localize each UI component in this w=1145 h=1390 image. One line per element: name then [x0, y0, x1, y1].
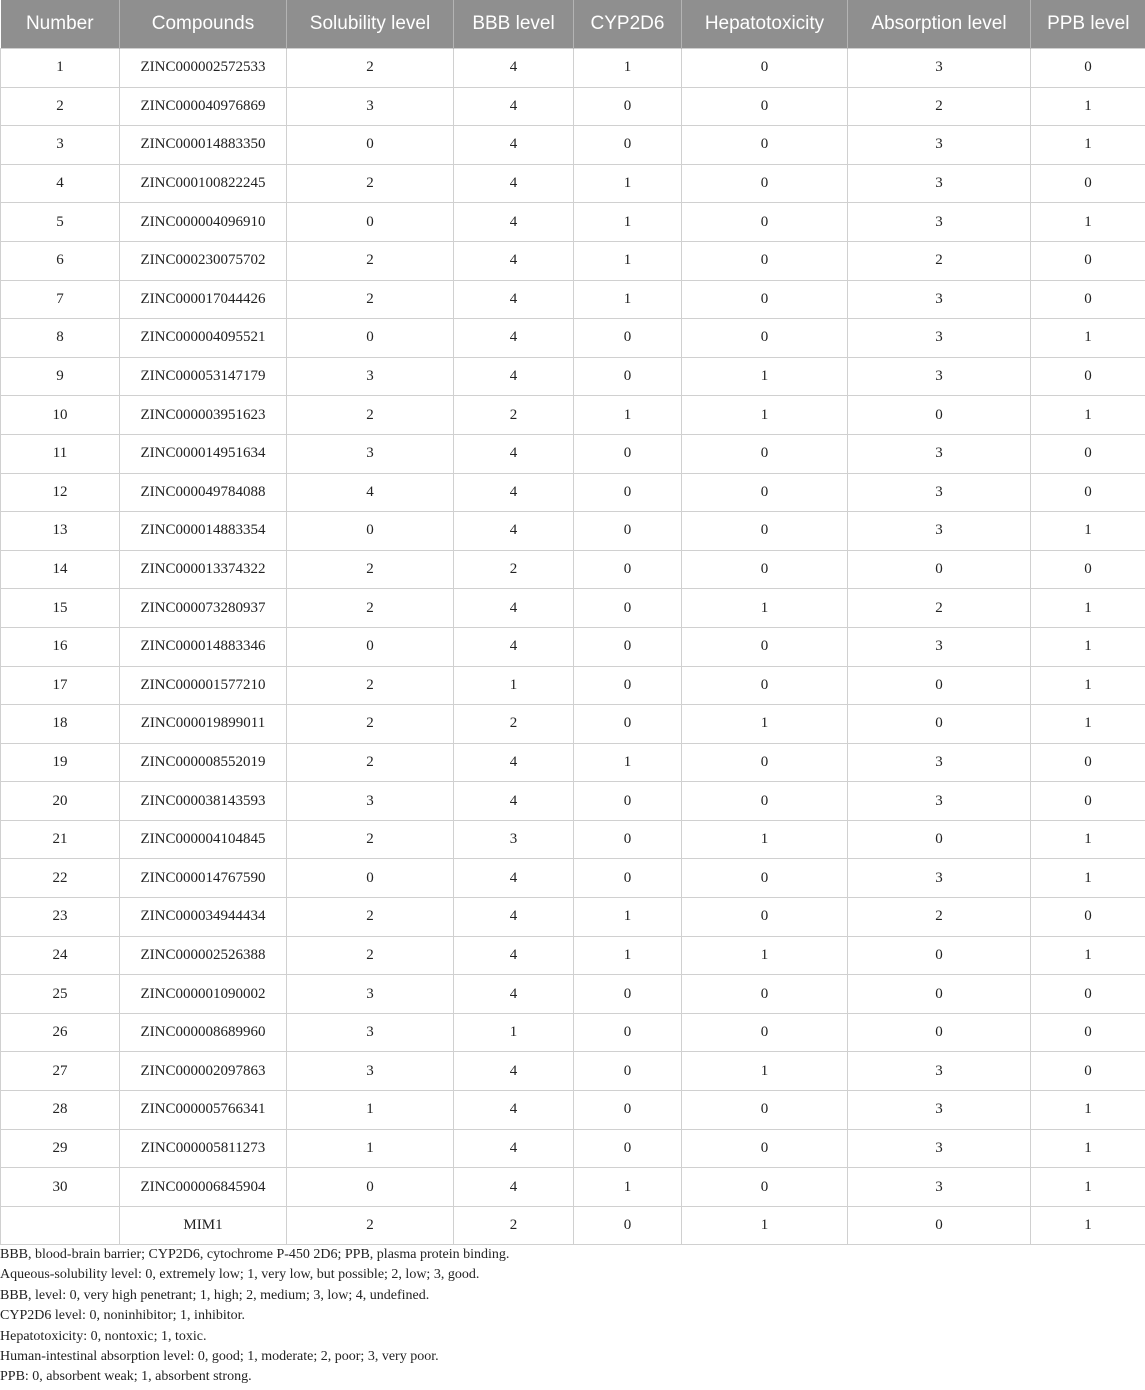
cell-compound: ZINC000002572533: [120, 49, 287, 88]
cell-ppb: 1: [1031, 1091, 1145, 1130]
cell-number: 1: [1, 49, 120, 88]
cell-hepatotoxicity: 1: [682, 396, 848, 435]
table-row: [1, 820, 1145, 859]
table-row: [1, 1052, 1145, 1091]
cell-compound: ZINC000014767590: [120, 859, 287, 898]
table-row: [1, 87, 1145, 126]
footnote-line: CYP2D6 level: 0, noninhibitor; 1, inhibitor.: [0, 1308, 245, 1324]
cell-solubility: 2: [287, 49, 454, 88]
cell-solubility: 4: [287, 473, 454, 512]
cell-absorption: 0: [848, 975, 1031, 1014]
cell-hepatotoxicity: 0: [682, 280, 848, 319]
cell-solubility: 2: [287, 396, 454, 435]
table-row: [1, 743, 1145, 782]
cell-ppb: 1: [1031, 589, 1145, 628]
cell-solubility: 2: [287, 589, 454, 628]
cell-solubility: 3: [287, 434, 454, 473]
cell-solubility: 2: [287, 280, 454, 319]
cell-ppb: 0: [1031, 975, 1145, 1014]
cell-solubility: 3: [287, 357, 454, 396]
cell-absorption: 3: [848, 280, 1031, 319]
cell-compound: ZINC000034944434: [120, 898, 287, 937]
table-row: [1, 319, 1145, 358]
cell-cyp2d6: 0: [574, 434, 682, 473]
cell-hepatotoxicity: 0: [682, 975, 848, 1014]
cell-cyp2d6: 0: [574, 782, 682, 821]
cell-bbb: 4: [454, 1052, 574, 1091]
footnote-line: BBB, level: 0, very high penetrant; 1, high; 2, medium; 3, low; 4, undefined.: [0, 1287, 430, 1303]
cell-compound: ZINC000017044426: [120, 280, 287, 319]
cell-absorption: 0: [848, 1013, 1031, 1052]
cell-absorption: 3: [848, 203, 1031, 242]
cell-ppb: 1: [1031, 820, 1145, 859]
cell-number: 11: [1, 434, 120, 473]
cell-solubility: 0: [287, 627, 454, 666]
cell-bbb: 4: [454, 434, 574, 473]
cell-hepatotoxicity: 0: [682, 859, 848, 898]
cell-solubility: 0: [287, 859, 454, 898]
cell-compound: ZINC000019899011: [120, 705, 287, 744]
table-row: [1, 666, 1145, 705]
cell-ppb: 1: [1031, 396, 1145, 435]
cell-absorption: 3: [848, 743, 1031, 782]
cell-hepatotoxicity: 1: [682, 820, 848, 859]
cell-hepatotoxicity: 1: [682, 1052, 848, 1091]
cell-absorption: 3: [848, 164, 1031, 203]
cell-hepatotoxicity: 0: [682, 512, 848, 551]
cell-compound: ZINC000100822245: [120, 164, 287, 203]
cell-number: 15: [1, 589, 120, 628]
cell-absorption: 0: [848, 820, 1031, 859]
cell-number: 14: [1, 550, 120, 589]
cell-hepatotoxicity: 0: [682, 743, 848, 782]
cell-number: 12: [1, 473, 120, 512]
cell-ppb: 1: [1031, 1129, 1145, 1168]
cell-ppb: 1: [1031, 319, 1145, 358]
cell-number: 25: [1, 975, 120, 1014]
footnote-line: BBB, blood-brain barrier; CYP2D6, cytochrome P-450 2D6; PPB, plasma protein binding.: [0, 1247, 510, 1262]
cell-ppb: 0: [1031, 434, 1145, 473]
cell-hepatotoxicity: 0: [682, 126, 848, 165]
cell-hepatotoxicity: 0: [682, 49, 848, 88]
cell-absorption: 2: [848, 898, 1031, 937]
cell-solubility: 3: [287, 975, 454, 1014]
cell-cyp2d6: 1: [574, 241, 682, 280]
cell-cyp2d6: 0: [574, 357, 682, 396]
table-row: [1, 203, 1145, 242]
cell-solubility: 2: [287, 550, 454, 589]
cell-number: 19: [1, 743, 120, 782]
table-body: [1, 49, 1145, 1245]
footnote-line: Human-intestinal absorption level: 0, good; 1, moderate; 2, poor; 3, very poor.: [0, 1349, 439, 1365]
cell-cyp2d6: 0: [574, 627, 682, 666]
cell-solubility: 2: [287, 1206, 454, 1245]
cell-absorption: 3: [848, 49, 1031, 88]
cell-bbb: 4: [454, 280, 574, 319]
table-row: [1, 1091, 1145, 1130]
cell-ppb: 1: [1031, 666, 1145, 705]
table-header-row: [1, 0, 1145, 49]
cell-ppb: 1: [1031, 859, 1145, 898]
cell-ppb: 1: [1031, 87, 1145, 126]
table-row: [1, 550, 1145, 589]
footnote-line: PPB: 0, absorbent weak; 1, absorbent strong.: [0, 1369, 252, 1385]
cell-absorption: 0: [848, 936, 1031, 975]
cell-bbb: 4: [454, 241, 574, 280]
cell-cyp2d6: 0: [574, 975, 682, 1014]
cell-absorption: 0: [848, 1206, 1031, 1245]
table-row: [1, 241, 1145, 280]
column-header: Solubility level: [287, 0, 454, 49]
cell-number: 13: [1, 512, 120, 551]
table-row: [1, 512, 1145, 551]
cell-compound: ZINC000014883350: [120, 126, 287, 165]
cell-number: [1, 1206, 120, 1245]
table-row: [1, 396, 1145, 435]
cell-ppb: 0: [1031, 550, 1145, 589]
cell-number: 17: [1, 666, 120, 705]
cell-compound: ZINC000230075702: [120, 241, 287, 280]
cell-cyp2d6: 1: [574, 49, 682, 88]
cell-hepatotoxicity: 0: [682, 627, 848, 666]
cell-absorption: 3: [848, 434, 1031, 473]
cell-compound: ZINC000008552019: [120, 743, 287, 782]
table-row: [1, 936, 1145, 975]
cell-solubility: 2: [287, 164, 454, 203]
table-row: [1, 1168, 1145, 1207]
cell-hepatotoxicity: 1: [682, 936, 848, 975]
table-row: [1, 1129, 1145, 1168]
cell-compound: ZINC000038143593: [120, 782, 287, 821]
cell-bbb: 4: [454, 512, 574, 551]
cell-cyp2d6: 0: [574, 820, 682, 859]
cell-solubility: 0: [287, 1168, 454, 1207]
cell-cyp2d6: 0: [574, 705, 682, 744]
cell-ppb: 0: [1031, 473, 1145, 512]
cell-ppb: 0: [1031, 49, 1145, 88]
cell-bbb: 4: [454, 1168, 574, 1207]
cell-hepatotoxicity: 1: [682, 589, 848, 628]
column-header: Compounds: [120, 0, 287, 49]
cell-number: 5: [1, 203, 120, 242]
table-row: [1, 1013, 1145, 1052]
cell-absorption: 3: [848, 319, 1031, 358]
table-row: [1, 357, 1145, 396]
cell-hepatotoxicity: 1: [682, 1206, 848, 1245]
cell-number: 7: [1, 280, 120, 319]
table-footnotes: [0, 1245, 1145, 1388]
cell-hepatotoxicity: 0: [682, 550, 848, 589]
cell-cyp2d6: 1: [574, 743, 682, 782]
cell-solubility: 0: [287, 512, 454, 551]
cell-cyp2d6: 0: [574, 1013, 682, 1052]
cell-solubility: 1: [287, 1129, 454, 1168]
table-row: [1, 473, 1145, 512]
cell-bbb: 4: [454, 936, 574, 975]
column-header: CYP2D6: [574, 0, 682, 49]
cell-ppb: 1: [1031, 705, 1145, 744]
cell-absorption: 0: [848, 396, 1031, 435]
cell-cyp2d6: 1: [574, 1168, 682, 1207]
cell-bbb: 4: [454, 1129, 574, 1168]
cell-ppb: 0: [1031, 743, 1145, 782]
cell-ppb: 0: [1031, 782, 1145, 821]
cell-number: 30: [1, 1168, 120, 1207]
cell-solubility: 2: [287, 743, 454, 782]
cell-number: 20: [1, 782, 120, 821]
cell-compound: ZINC000013374322: [120, 550, 287, 589]
cell-cyp2d6: 1: [574, 203, 682, 242]
cell-bbb: 2: [454, 705, 574, 744]
cell-cyp2d6: 0: [574, 126, 682, 165]
cell-absorption: 0: [848, 666, 1031, 705]
cell-bbb: 1: [454, 666, 574, 705]
cell-cyp2d6: 0: [574, 1052, 682, 1091]
cell-hepatotoxicity: 0: [682, 203, 848, 242]
cell-solubility: 3: [287, 782, 454, 821]
cell-ppb: 1: [1031, 512, 1145, 551]
cell-compound: ZINC000002526388: [120, 936, 287, 975]
cell-bbb: 4: [454, 627, 574, 666]
cell-bbb: 4: [454, 49, 574, 88]
cell-cyp2d6: 1: [574, 280, 682, 319]
cell-bbb: 4: [454, 859, 574, 898]
cell-number: 9: [1, 357, 120, 396]
table-row: [1, 1206, 1145, 1245]
cell-cyp2d6: 1: [574, 396, 682, 435]
cell-solubility: 1: [287, 1091, 454, 1130]
cell-absorption: 3: [848, 473, 1031, 512]
table-row: [1, 589, 1145, 628]
cell-solubility: 2: [287, 241, 454, 280]
table-row: [1, 434, 1145, 473]
cell-number: 4: [1, 164, 120, 203]
cell-solubility: 0: [287, 319, 454, 358]
cell-ppb: 1: [1031, 1206, 1145, 1245]
cell-solubility: 2: [287, 936, 454, 975]
cell-compound: ZINC000073280937: [120, 589, 287, 628]
cell-bbb: 4: [454, 126, 574, 165]
column-header: PPB level: [1031, 0, 1145, 49]
cell-ppb: 0: [1031, 1052, 1145, 1091]
cell-cyp2d6: 0: [574, 666, 682, 705]
cell-number: 22: [1, 859, 120, 898]
cell-absorption: 2: [848, 589, 1031, 628]
cell-number: 10: [1, 396, 120, 435]
cell-cyp2d6: 0: [574, 1206, 682, 1245]
cell-ppb: 0: [1031, 1013, 1145, 1052]
cell-solubility: 3: [287, 87, 454, 126]
table-row: [1, 49, 1145, 88]
cell-number: 18: [1, 705, 120, 744]
cell-absorption: 2: [848, 241, 1031, 280]
table-row: [1, 627, 1145, 666]
cell-bbb: 2: [454, 396, 574, 435]
cell-hepatotoxicity: 0: [682, 1013, 848, 1052]
cell-hepatotoxicity: 0: [682, 1091, 848, 1130]
cell-compound: ZINC000001577210: [120, 666, 287, 705]
cell-compound: ZINC000049784088: [120, 473, 287, 512]
cell-number: 29: [1, 1129, 120, 1168]
cell-compound: ZINC000004104845: [120, 820, 287, 859]
cell-compound: ZINC000003951623: [120, 396, 287, 435]
cell-bbb: 1: [454, 1013, 574, 1052]
cell-bbb: 4: [454, 1091, 574, 1130]
cell-hepatotoxicity: 0: [682, 666, 848, 705]
cell-bbb: 2: [454, 550, 574, 589]
cell-bbb: 4: [454, 975, 574, 1014]
cell-absorption: 2: [848, 87, 1031, 126]
cell-ppb: 1: [1031, 1168, 1145, 1207]
cell-solubility: 3: [287, 1052, 454, 1091]
cell-absorption: 3: [848, 782, 1031, 821]
cell-cyp2d6: 0: [574, 859, 682, 898]
cell-hepatotoxicity: 0: [682, 241, 848, 280]
cell-number: 27: [1, 1052, 120, 1091]
cell-compound: ZINC000008689960: [120, 1013, 287, 1052]
table-row: [1, 705, 1145, 744]
cell-compound: MIM1: [120, 1206, 287, 1245]
cell-solubility: 2: [287, 898, 454, 937]
cell-compound: ZINC000014883346: [120, 627, 287, 666]
cell-ppb: 0: [1031, 164, 1145, 203]
cell-hepatotoxicity: 0: [682, 898, 848, 937]
cell-cyp2d6: 0: [574, 473, 682, 512]
cell-hepatotoxicity: 0: [682, 1129, 848, 1168]
footnote-line: Aqueous-solubility level: 0, extremely low; 1, very low, but possible; 2, low; 3, good.: [0, 1267, 480, 1283]
cell-bbb: 4: [454, 782, 574, 821]
cell-hepatotoxicity: 1: [682, 357, 848, 396]
cell-cyp2d6: 0: [574, 550, 682, 589]
cell-ppb: 0: [1031, 280, 1145, 319]
cell-compound: ZINC000006845904: [120, 1168, 287, 1207]
cell-solubility: 2: [287, 705, 454, 744]
cell-compound: ZINC000053147179: [120, 357, 287, 396]
cell-bbb: 4: [454, 319, 574, 358]
cell-absorption: 3: [848, 512, 1031, 551]
cell-absorption: 0: [848, 550, 1031, 589]
cell-number: 21: [1, 820, 120, 859]
cell-compound: ZINC000005766341: [120, 1091, 287, 1130]
column-header: Number: [1, 0, 120, 49]
cell-cyp2d6: 1: [574, 898, 682, 937]
cell-ppb: 0: [1031, 357, 1145, 396]
cell-ppb: 0: [1031, 241, 1145, 280]
cell-number: 23: [1, 898, 120, 937]
cell-hepatotoxicity: 0: [682, 782, 848, 821]
cell-compound: ZINC000005811273: [120, 1129, 287, 1168]
cell-hepatotoxicity: 0: [682, 434, 848, 473]
cell-compound: ZINC000004095521: [120, 319, 287, 358]
column-header: Absorption level: [848, 0, 1031, 49]
cell-bbb: 3: [454, 820, 574, 859]
cell-compound: ZINC000014951634: [120, 434, 287, 473]
cell-ppb: 1: [1031, 126, 1145, 165]
cell-ppb: 1: [1031, 203, 1145, 242]
cell-number: 6: [1, 241, 120, 280]
cell-solubility: 2: [287, 820, 454, 859]
cell-absorption: 3: [848, 1091, 1031, 1130]
footnote-line: Hepatotoxicity: 0, nontoxic; 1, toxic.: [0, 1328, 207, 1344]
cell-bbb: 4: [454, 589, 574, 628]
cell-solubility: 0: [287, 203, 454, 242]
cell-cyp2d6: 1: [574, 936, 682, 975]
cell-solubility: 3: [287, 1013, 454, 1052]
cell-number: 26: [1, 1013, 120, 1052]
cell-bbb: 4: [454, 898, 574, 937]
table-row: [1, 164, 1145, 203]
cell-absorption: 3: [848, 126, 1031, 165]
cell-absorption: 3: [848, 1052, 1031, 1091]
cell-cyp2d6: 0: [574, 87, 682, 126]
cell-absorption: 3: [848, 627, 1031, 666]
cell-hepatotoxicity: 0: [682, 1168, 848, 1207]
cell-bbb: 4: [454, 357, 574, 396]
cell-absorption: 3: [848, 357, 1031, 396]
cell-hepatotoxicity: 0: [682, 87, 848, 126]
cell-number: 28: [1, 1091, 120, 1130]
cell-number: 16: [1, 627, 120, 666]
cell-cyp2d6: 0: [574, 512, 682, 551]
cell-cyp2d6: 0: [574, 589, 682, 628]
cell-bbb: 4: [454, 203, 574, 242]
cell-cyp2d6: 1: [574, 164, 682, 203]
cell-ppb: 1: [1031, 627, 1145, 666]
cell-bbb: 2: [454, 1206, 574, 1245]
cell-bbb: 4: [454, 473, 574, 512]
cell-bbb: 4: [454, 87, 574, 126]
cell-cyp2d6: 0: [574, 1129, 682, 1168]
cell-bbb: 4: [454, 743, 574, 782]
table-row: [1, 859, 1145, 898]
cell-ppb: 1: [1031, 936, 1145, 975]
cell-absorption: 3: [848, 859, 1031, 898]
cell-cyp2d6: 0: [574, 319, 682, 358]
cell-compound: ZINC000001090002: [120, 975, 287, 1014]
cell-absorption: 0: [848, 705, 1031, 744]
cell-compound: ZINC000040976869: [120, 87, 287, 126]
column-header: Hepatotoxicity: [682, 0, 848, 49]
table-row: [1, 782, 1145, 821]
cell-number: 2: [1, 87, 120, 126]
cell-compound: ZINC000002097863: [120, 1052, 287, 1091]
cell-solubility: 2: [287, 666, 454, 705]
cell-absorption: 3: [848, 1168, 1031, 1207]
cell-bbb: 4: [454, 164, 574, 203]
cell-hepatotoxicity: 1: [682, 705, 848, 744]
cell-compound: ZINC000004096910: [120, 203, 287, 242]
cell-hepatotoxicity: 0: [682, 319, 848, 358]
table-row: [1, 126, 1145, 165]
cell-number: 3: [1, 126, 120, 165]
cell-hepatotoxicity: 0: [682, 164, 848, 203]
column-header: BBB level: [454, 0, 574, 49]
cell-absorption: 3: [848, 1129, 1031, 1168]
cell-compound: ZINC000014883354: [120, 512, 287, 551]
table-row: [1, 898, 1145, 937]
cell-cyp2d6: 0: [574, 1091, 682, 1130]
cell-hepatotoxicity: 0: [682, 473, 848, 512]
cell-solubility: 0: [287, 126, 454, 165]
table-row: [1, 975, 1145, 1014]
cell-number: 24: [1, 936, 120, 975]
table-row: [1, 280, 1145, 319]
cell-number: 8: [1, 319, 120, 358]
cell-ppb: 0: [1031, 898, 1145, 937]
